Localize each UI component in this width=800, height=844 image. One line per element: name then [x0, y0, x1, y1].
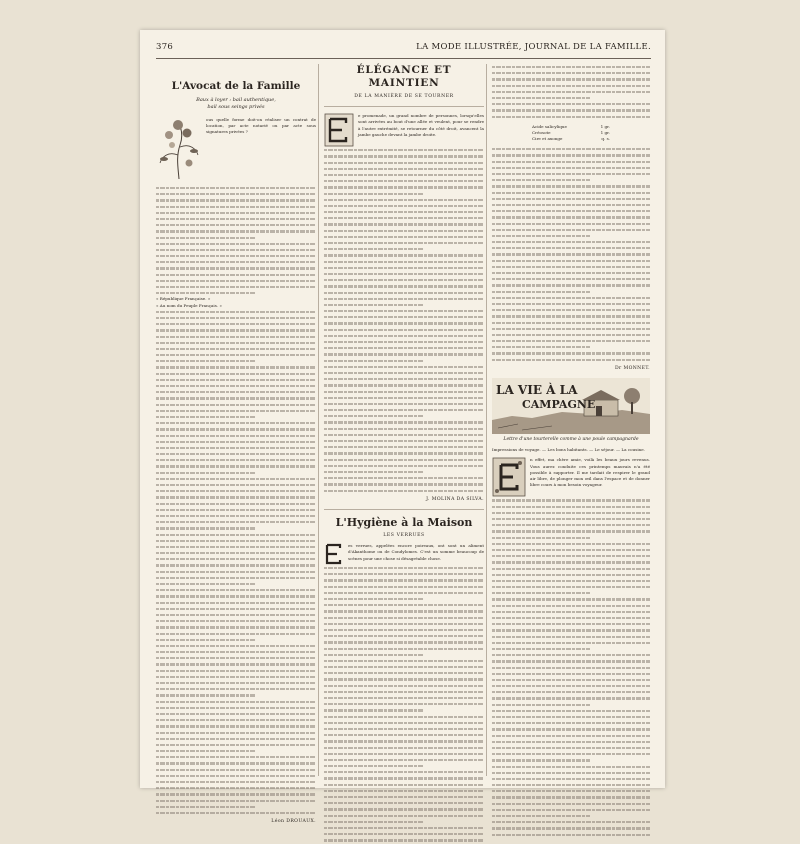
hygiene-subtitle: LES VERRUES [383, 532, 425, 538]
elegance-intro [324, 113, 484, 147]
column-verrues-vie [492, 64, 650, 774]
recipe-ingredient: Créosote [532, 129, 551, 135]
page-number: 376 [156, 42, 174, 52]
avocat-subhead-line2: bail sous seings privés [207, 104, 265, 110]
ornamental-initial-icon [324, 113, 354, 147]
vie-impressions-label: Impressions de voyage. — Les bons habitants. — Le séjour. — La cousine. [492, 447, 646, 453]
column-separator-1 [318, 64, 319, 776]
verrues-continued-text [492, 64, 650, 120]
vie-subtitle: Lettre d'une tourterelle comme à une poule campagnarde [503, 437, 639, 443]
ornamental-initial-icon [492, 457, 526, 497]
vie-lead: n effet, ma chère amie, voilà les beaux jours revenus. Vous aurez conduite ces printemps mauvais n'a été possible à supporter. Il me tardait de respirer le grand air libre, de plonger mon œil dans l'espace et de donner libre cours à mon besoin voyageur. [530, 457, 650, 488]
running-head [156, 42, 651, 56]
column-elegance-hygiene [324, 64, 484, 774]
recipe-quantity: 1 gr. [600, 129, 610, 135]
section-rule [324, 509, 484, 510]
journal-title: LA MODE ILLUSTRÉE, JOURNAL DE LA FAMILLE. [416, 42, 651, 52]
elegance-title: ÉLÉGANCE ET MAINTIEN [356, 64, 452, 89]
elegance-subtitle: DE LA MANIÈRE DE SE TOURNER [354, 94, 454, 99]
recipe-quantity: q. s. [601, 136, 610, 142]
avocat-subhead-line1: Baux à loyer : bail authentique, [196, 97, 276, 103]
verrues-signature: Dr MONNET. [614, 365, 650, 371]
avocat-title: L'Avocat de la Famille [171, 80, 301, 92]
newspaper-page [140, 30, 665, 825]
hygiene-intro [324, 543, 484, 565]
avocat-body-text [156, 185, 316, 296]
recipe-ingredient: Acide salicylique [532, 123, 567, 129]
elegance-rule [324, 106, 484, 107]
hygiene-body-text [324, 565, 484, 843]
avocat-body-text-2 [156, 309, 316, 816]
avocat-quote-2: « Au nom du Peuple Français. » [156, 302, 222, 308]
avocat-quote-1: « République Française. » [156, 296, 211, 302]
column-separator-2 [486, 64, 487, 776]
recipe-ingredient: Cire et axonge [532, 136, 563, 142]
recipe-quantity: 1 gr. [600, 123, 610, 129]
avocat-signature: Léon DROUAUX. [271, 819, 316, 825]
recipe-row [532, 136, 610, 142]
avocat-lead: ous quelle forme doit-on réaliser un contrat de location, par acte notarié ou par acte sous signatures privées ? [206, 117, 316, 135]
hygiene-lead: es verrues, appelées encore poireaux, ont sont un aliment d'Akanthome ou de Condylomes. C'est un somme beaucoup de scènes pour une chose si désagréable chose. [348, 543, 484, 561]
column-avocat [156, 64, 316, 825]
vie-title-line1: LA VIE À LA [496, 383, 578, 398]
vie-title-line2: CAMPAGNE [522, 398, 596, 412]
vie-body-text [492, 497, 650, 837]
hygiene-title: L'Hygiène à la Maison [335, 515, 473, 529]
recipe-table [532, 124, 650, 143]
verrues-body-text [492, 146, 650, 363]
vie-intro [492, 457, 650, 497]
vie-campagne-banner [492, 378, 650, 434]
header-rule [156, 58, 651, 59]
elegance-lead: e promenade, un grand nombre de personnes, lorsqu'elles sont arrivées au bout d'une allée et veulent, pour se rendre à l'autre extrémité, se retourner du côté droit, avancent la jambe gauche devant la jambe droite. [358, 113, 484, 137]
initial-letter-icon [324, 543, 344, 565]
floral-illustration [156, 117, 202, 181]
elegance-body-text [324, 147, 484, 494]
elegance-signature: J. MOLINA DA SILVA. [426, 496, 484, 502]
avocat-intro [156, 117, 316, 181]
avocat-subhead [156, 97, 316, 111]
